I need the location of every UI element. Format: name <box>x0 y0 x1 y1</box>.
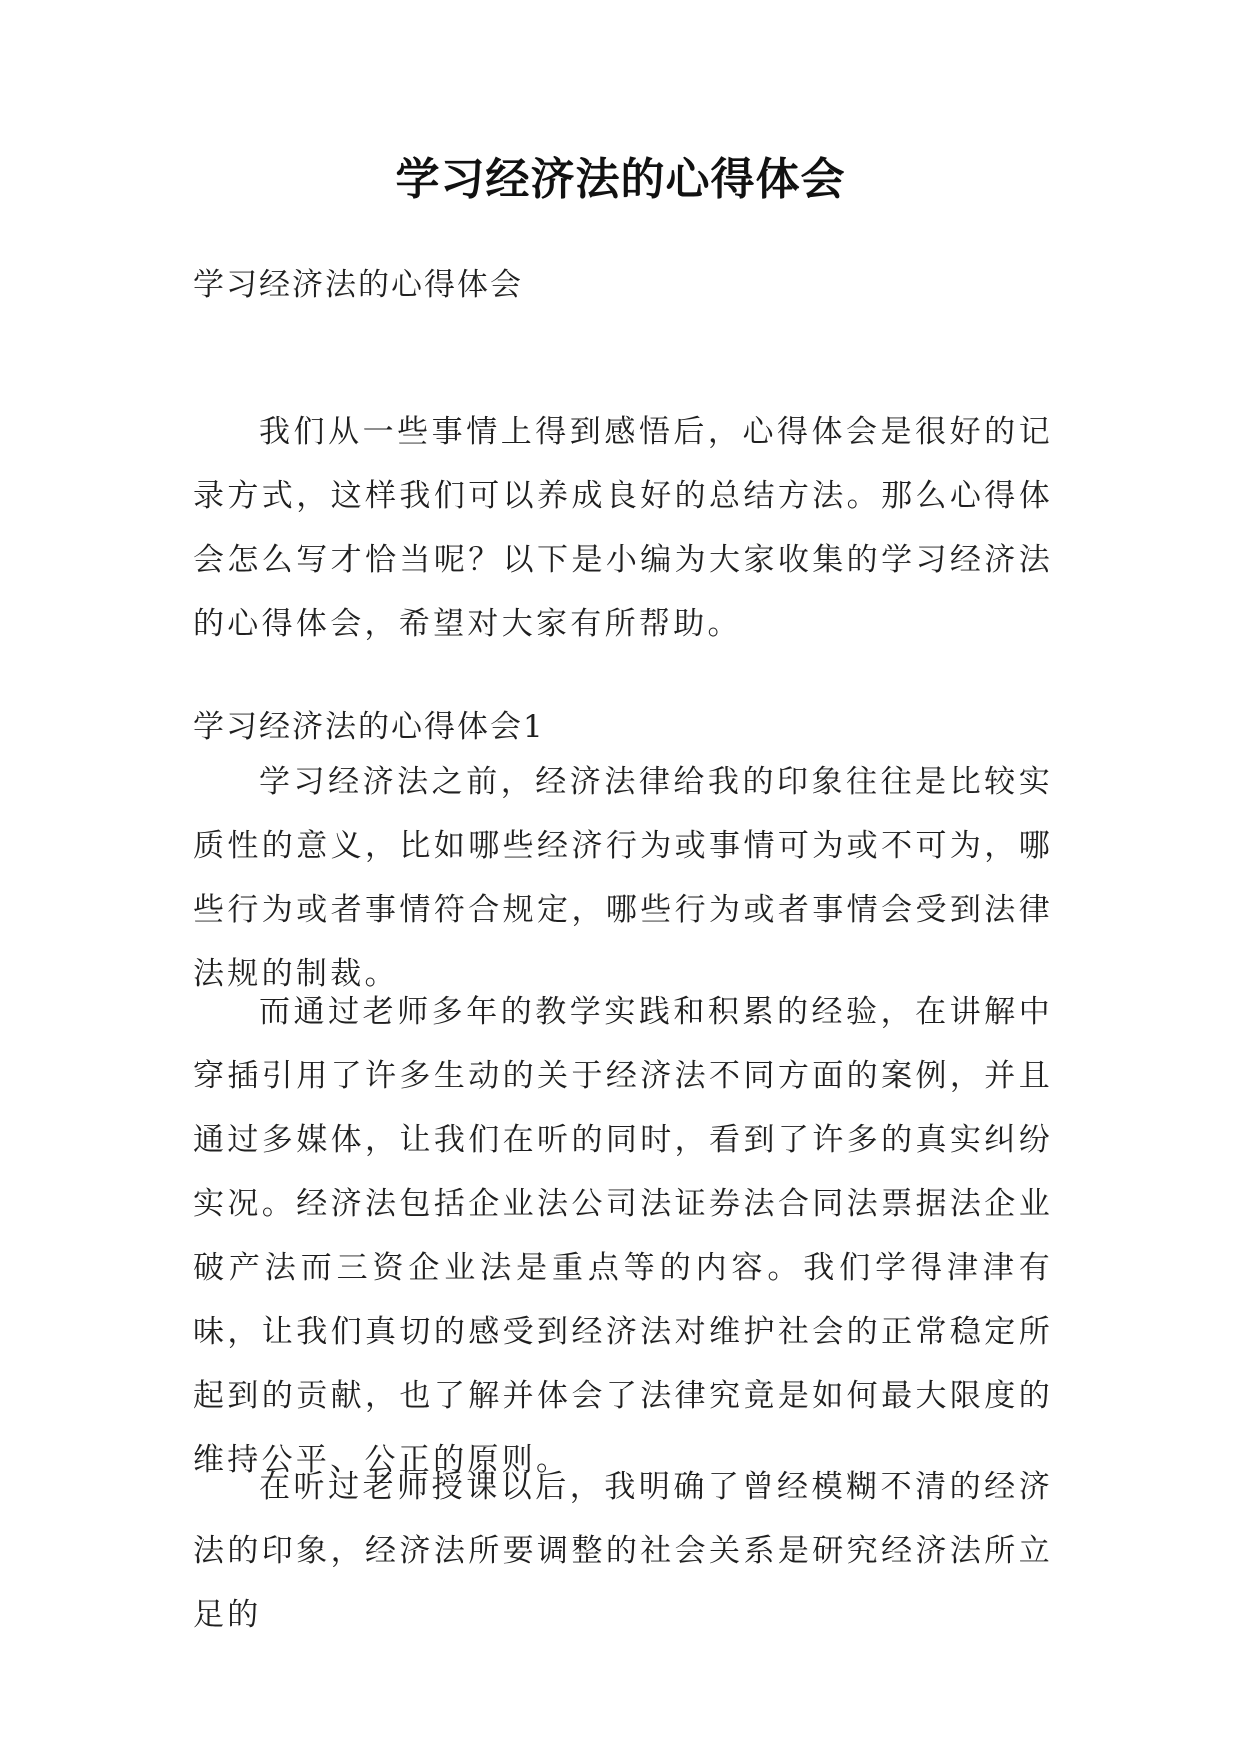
body-paragraph: 而通过老师多年的教学实践和积累的经验，在讲解中穿插引用了许多生动的关于经济法不同方面的案例，并且通过多媒体，让我们在听的同时，看到了许多的真实纠纷实况。经济法包括企业法公司法证券法合同法票据法企业破产法而三资企业法是重点等的内容。我们学得津津有味，让我们真切的感受到经济法对维护社会的正常稳定所起到的贡献，也了解并体会了法律究竟是如何最大限度的维持公平、公正的原则。 <box>193 994 1053 1478</box>
document-subtitle: 学习经济法的心得体会 <box>193 267 523 303</box>
document-title: 学习经济法的心得体会 <box>395 154 846 205</box>
section-heading: 学习经济法的心得体会1 <box>193 709 545 745</box>
body-paragraph: 在听过老师授课以后，我明确了曾经模糊不清的经济法的印象，经济法所要调整的社会关系是研究经济法所立足的 <box>193 1469 1053 1633</box>
intro-paragraph: 我们从一些事情上得到感悟后，心得体会是很好的记录方式，这样我们可以养成良好的总结方法。那么心得体会怎么写才恰当呢？以下是小编为大家收集的学习经济法的心得体会，希望对大家有所帮助。 <box>193 414 1053 642</box>
body-paragraph: 学习经济法之前，经济法律给我的印象往往是比较实质性的意义，比如哪些经济行为或事情可为或不可为，哪些行为或者事情符合规定，哪些行为或者事情会受到法律法规的制裁。 <box>193 764 1053 992</box>
